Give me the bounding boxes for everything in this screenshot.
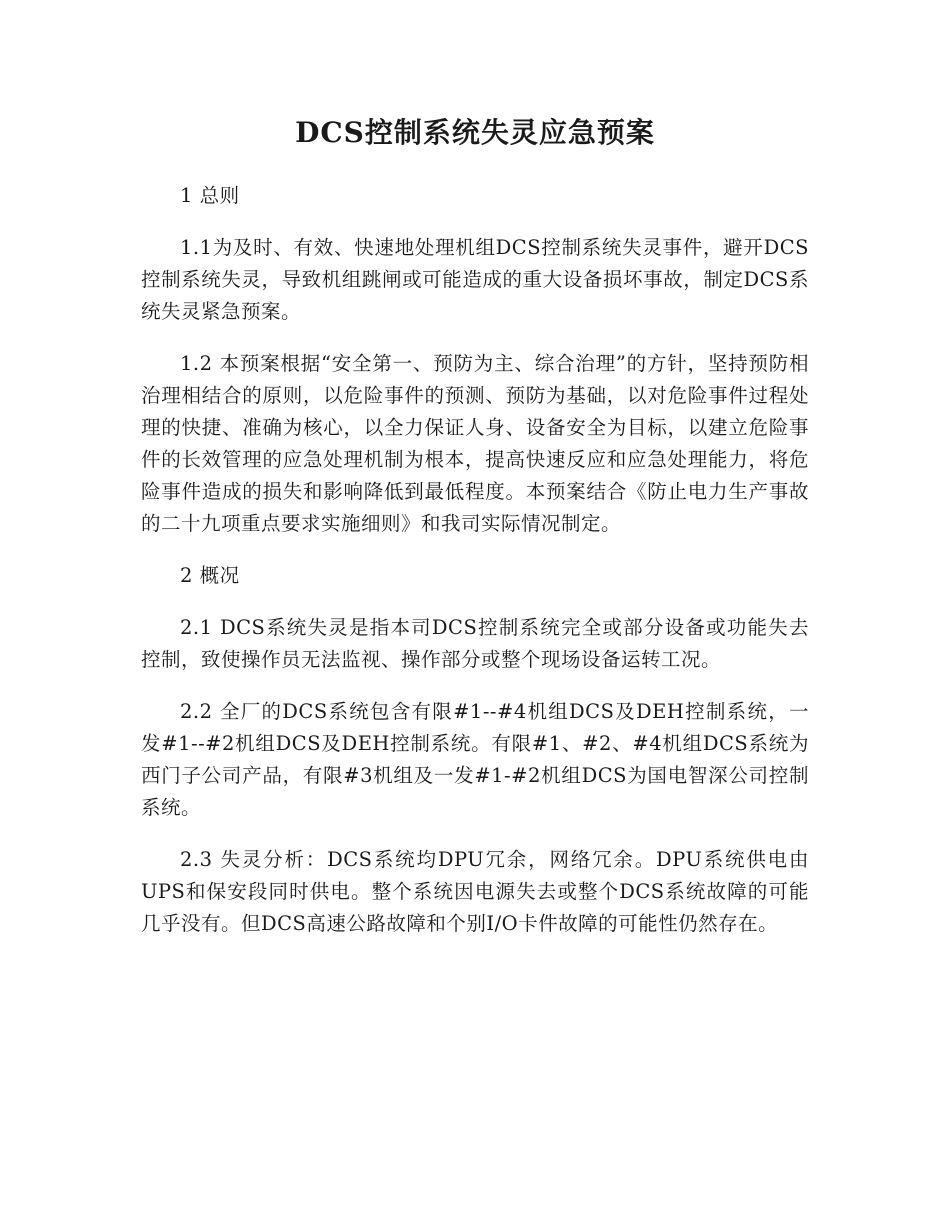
section-heading-general: 1 总则 [180,184,240,207]
section-heading-overview: 2 概况 [180,564,240,587]
paragraph-1-1: 1.1为及时、有效、快速地处理机组DCS控制系统失灵事件，避开DCS控制系统失灵，导致机组跳闸或可能造成的重大设备损坏事故，制定DCS系统失灵紧急预案。 [141,236,809,323]
paragraph-2-2: 2.2 全厂的DCS系统包含有限#1--#4机组DCS及DEH控制系统，一发#1--#2机组DCS及DEH控制系统。有限#1、#2、#4机组DCS系统为西门子公司产品，有限#3机组及一发#1-#2机组DCS为国电智深公司控制系统。 [141,700,809,819]
document-title: DCS控制系统失灵应急预案 [295,116,655,149]
paragraph-2-1: 2.1 DCS系统失灵是指本司DCS控制系统完全或部分设备或功能失去控制，致使操作员无法监视、操作部分或整个现场设备运转工况。 [141,616,809,671]
paragraph-2-3: 2.3 失灵分析：DCS系统均DPU冗余，网络冗余。DPU系统供电由UPS和保安段同时供电。整个系统因电源失去或整个DCS系统故障的可能几乎没有。但DCS高速公路故障和个别I/O卡件故障的可能性仍然存在。 [141,848,809,935]
paragraph-1-2: 1.2 本预案根据“安全第一、预防为主、综合治理”的方针，坚持预防相治理相结合的原则，以危险事件的预测、预防为基础，以对危险事件过程处理的快捷、准确为核心，以全力保证人身、设备安全为目标，以建立危险事件的长效管理的应急处理机制为根本，提高快速反应和应急处理能力，将危险事件造成的损失和影响降低到最低程度。本预案结合《防止电力生产事故的二十九项重点要求实施细则》和我司实际情况制定。 [141,352,809,535]
document-body [141,108,809,960]
